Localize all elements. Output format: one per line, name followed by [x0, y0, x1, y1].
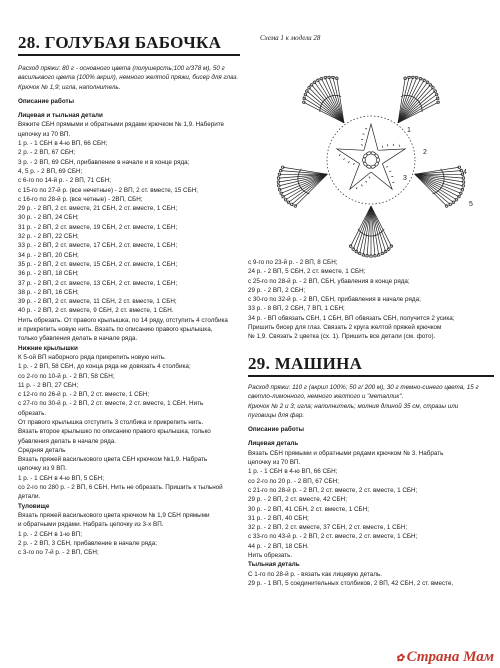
instruction-line: детали.	[18, 493, 41, 501]
instruction-line: цепочку из 70 ВП.	[248, 459, 301, 467]
lower-wings-list	[18, 353, 240, 502]
right-column-top	[248, 258, 494, 342]
instruction-line: 29 р. - 2 ВП, 2 ст. вместе, 42 СБН;	[248, 496, 347, 504]
instructions-list	[18, 120, 240, 343]
instruction-line: 33 р. - 2 ВП, 2 ст. вместе, 17 СБН, 2 ст. вместе, 1 СБН;	[18, 242, 178, 250]
scheme-number-4: 4	[463, 169, 467, 176]
instruction-line: 4, 5 р. - 2 ВП, 69 СБН;	[18, 167, 83, 175]
scheme-number-2: 2	[423, 149, 427, 156]
scheme-number-5: 5	[469, 201, 473, 208]
instruction-line: Нить обрезать.	[248, 552, 293, 560]
instruction-line: с 25-го по 28-й р. - 2 ВП, СБН, убавления в конце ряда;	[248, 277, 410, 285]
instruction-line: цепочку из 9 ВП.	[18, 465, 67, 473]
instruction-line: со 2-го по 10-й р. - 2 ВП, 58 СБН;	[18, 372, 115, 380]
instruction-line: и прикрепить новую нить. Вязать по описанию правого крылышка,	[18, 326, 213, 334]
instruction-line: с 33-го по 43-й р. - 2 ВП, 2 ст. вместе, 2 ст. вместе, 1 СБН;	[248, 533, 418, 541]
instruction-line: с 15-го по 27-й р. (все нечетные) - 2 ВП, 2 ст. вместе, 15 СБН;	[18, 186, 198, 194]
car-work-heading: Описание работы	[248, 426, 304, 434]
car-front-heading: Лицевая деталь	[248, 440, 299, 448]
article-29-title: 29. МАШИНА	[248, 354, 363, 373]
instruction-line: 3 р. - 2 ВП, 69 СБН, прибавление в начале и в конце ряда;	[18, 158, 190, 166]
instruction-line: с 3-го по 7-й р. - 2 ВП, СБН;	[18, 549, 99, 557]
instruction-line: Вяжите СБН прямыми и обратными рядами крючком № 1,9. Наберите	[18, 121, 225, 129]
instruction-line: с 30-го по 32-й р. - 2 ВП, СБН, прибавления в начале ряда;	[248, 296, 421, 304]
instruction-line: 1 р. - 2 ВП, 58 СБН, до конца ряда не довязать 4 столбика;	[18, 363, 191, 371]
instruction-line: С 1-го по 28-й р. - вязать как лицевую деталь.	[248, 570, 382, 578]
title-rule-29	[248, 375, 494, 377]
hook-info: Крючок № 1,9; игла, наполнитель.	[18, 83, 121, 91]
instruction-line: с 12-го по 26-й р. - 2 ВП, 2 ст. вместе, 1 СБН;	[18, 391, 150, 399]
instruction-line: только убавления делать в начале ряда.	[18, 335, 138, 343]
instruction-line: со 2-го по 280 р. - 2 ВП, 6 СБН. Нить не обрезать. Пришить к тыльной	[18, 484, 223, 492]
instruction-line: Вязать СБН прямыми и обратными рядами крючком № 3. Набрать	[248, 449, 444, 457]
instruction-line: 32 р. - 2 ВП, 2 ст. вместе, 37 СБН, 2 ст. вместе, 1 СБН;	[248, 524, 408, 532]
yarn-consumption: Расход пряжи: 80 г - основного цвета (полушерсть;100 г/378 м), 50 г васильквого цвета (100% акрил), немного желтой пряжи, бисер для глаз.	[18, 65, 239, 82]
scheme-caption: Схема 1 к модели 28	[260, 34, 321, 42]
instruction-line: 2 р. - 2 ВП, 3 СБН, прибавление в начале ряда;	[18, 539, 157, 547]
instruction-line: 30 р. - 2 ВП, 24 СБН;	[18, 214, 79, 222]
instruction-line: 2 р. - 2 ВП, 67 СБН;	[18, 149, 76, 157]
title-rule-28	[18, 54, 240, 56]
instruction-line: и обратными рядами. Набрать цепочку из 3-х ВП.	[18, 521, 164, 529]
car-back-list	[248, 570, 488, 589]
instruction-line: 36 р. - 2 ВП, 18 СБН;	[18, 270, 79, 278]
instruction-line: убавления делать в начале ряда.	[18, 437, 117, 445]
instruction-line: Вязать пряжей василькового цвета СБН крючком №1,9. Набрать	[18, 456, 208, 464]
instruction-line: 34 р. - ВП обвязать СБН, 1 СБН, ВП обвязать СБН, получится 2 усика;	[248, 314, 455, 322]
right-column-bottom	[248, 383, 488, 588]
instruction-line: с 21-го по 28-й р. - 2 ВП, 2 ст. вместе, 2 ст. вместе, 1 СБН;	[248, 486, 418, 494]
instruction-line: с 6-го по 14-й р. - 2 ВП, 71 СБН;	[18, 177, 111, 185]
front-back-heading: Лицевая и тыльная детали	[18, 112, 103, 120]
body-list	[18, 511, 240, 557]
instruction-line: цепочку из 70 ВП.	[18, 130, 71, 138]
crochet-flower-diagram	[245, 28, 497, 268]
car-hook-info: Крючок № 2 и 3; игла; наполнитель; молния длиной 35 см, стразы или пуговицы для фар.	[248, 402, 459, 419]
instruction-line: со 2-го по 20 р. - 2 ВП, 67 СБН;	[248, 477, 339, 485]
body-heading: Туловище	[18, 502, 50, 510]
instruction-line: К 5-ой ВП наборного ряда прикрепить новую нить.	[18, 353, 166, 361]
site-watermark-logo	[396, 649, 494, 666]
instruction-line: 29 р. - 2 ВП, 2 СБН;	[248, 286, 306, 294]
continuation-list	[248, 258, 494, 342]
instruction-line: с 9-го по 23-й р. - 2 ВП, 8 СБН;	[248, 259, 338, 266]
instruction-line: Нить обрезать. От правого крылышка, по 14 ряду, отступить 4 столбика	[18, 316, 228, 324]
car-back-heading: Тыльная деталь	[248, 561, 300, 569]
instruction-line: От правого крылышка отступить 3 столбика и прикрепить нить.	[18, 418, 204, 426]
article-28-title: 28. ГОЛУБАЯ БАБОЧКА	[18, 33, 222, 52]
instruction-line: 29 р. - 2 ВП, 2 ст. вместе, 21 СБН, 2 ст. вместе, 1 СБН;	[18, 205, 178, 213]
instruction-line: Вязать пряжей василькового цвета крючком № 1,9 СБН прямыми	[18, 511, 210, 519]
instruction-line: с 16-го по 28-й р. (все четные) - 2ВП, СБН;	[18, 195, 143, 203]
instruction-line: 1 р. - 1 СБН в 4-ю ВП, 5 СБН;	[18, 474, 104, 482]
instruction-line: 31 р. - 2 ВП, 40 СБН;	[248, 514, 309, 522]
instruction-line: 24 р. - 2 ВП, 5 СБН, 2 ст. вместе, 1 СБН;	[248, 268, 366, 276]
lower-wings-heading: Нижние крылышки	[18, 344, 78, 352]
watermark-text: Страна Мам	[406, 649, 494, 665]
instruction-line: 1 р. - 1 СБН в 4-ю ВП, 66 СБН;	[248, 468, 338, 476]
instruction-line: Вязать второе крылышко по описанию правого крылышка, только	[18, 428, 211, 436]
car-front-list	[248, 449, 488, 561]
scheme-number-1: 1	[407, 127, 411, 134]
instruction-line: 31 р. - 2 ВП, 2 ст. вместе, 19 СБН, 2 ст. вместе, 1 СБН;	[18, 223, 178, 231]
work-heading: Описание работы	[18, 97, 74, 105]
instruction-line: 40 р. - 2 ВП, 2 ст. вместе, 9 СБН, 2 ст. вместе, 1 СБН.	[18, 307, 174, 315]
instruction-line: с 27-го по 30-й р. - 2 ВП, 2 ст. вместе, 2 ст. вместе, 1 СБН. Нить	[18, 400, 204, 408]
instruction-line: 37 р. - 2 ВП, 2 ст. вместе, 13 СБН, 2 ст. вместе, 1 СБН;	[18, 279, 178, 287]
instruction-line: 35 р. - 2 ВП, 2 ст. вместе, 15 СБН, 2 ст. вместе, 1 СБН;	[18, 260, 178, 268]
watermark-icon: ✿	[395, 653, 407, 664]
instruction-line: обрезать.	[18, 409, 47, 417]
instruction-line: № 1,9. Связать 2 цветка (сх. 1). Пришить все детали (см. фото).	[248, 333, 436, 341]
car-yarn-consumption: Расход пряжи: 110 г (акрил 100%; 50 г/ 200 м), 30 г темно-синего цвета, 15 г светло-лимонного, немного желтого и "металлик".	[248, 384, 479, 401]
instruction-line: 38 р. - 2 ВП, 16 СБН;	[18, 288, 79, 296]
instruction-line: 30 р. - 2 ВП, 41 СБН, 2 ст. вместе, 1 СБН;	[248, 505, 369, 513]
left-column	[18, 64, 240, 557]
instruction-line: 32 р. - 2 ВП, 22 СБН;	[18, 233, 79, 241]
instruction-line: 39 р. - 2 ВП, 2 ст. вместе, 11 СБН, 2 ст. вместе, 1 СБН;	[18, 298, 177, 306]
scheme-number-3: 3	[403, 175, 407, 182]
instruction-line: 34 р. - 2 ВП, 20 СБН;	[18, 251, 79, 259]
instruction-line: Пришить бисер для глаз. Связать 2 круга желтой пряжей крючком	[248, 324, 442, 332]
instruction-line: 11 р. - 2 ВП, 27 СБН;	[18, 381, 79, 389]
instruction-line: 29 р. - 1 ВП, 5 соединительных столбиков, 2 ВП, 42 СБН, 2 ст. вместе,	[248, 579, 454, 587]
instruction-line: Средняя деталь	[18, 446, 66, 454]
instruction-line: 33 р. - 8 ВП, 2 СБН, 7 ВП, 1 СБН;	[248, 305, 345, 313]
instruction-line: 1 р. - 2 СБН в 1-ю ВП;	[18, 530, 82, 538]
instruction-line: 1 р. - 1 СБН в 4-ю ВП, 66 СБН;	[18, 140, 108, 148]
instruction-line: 44 р. - 2 ВП, 18 СБН.	[248, 542, 309, 550]
